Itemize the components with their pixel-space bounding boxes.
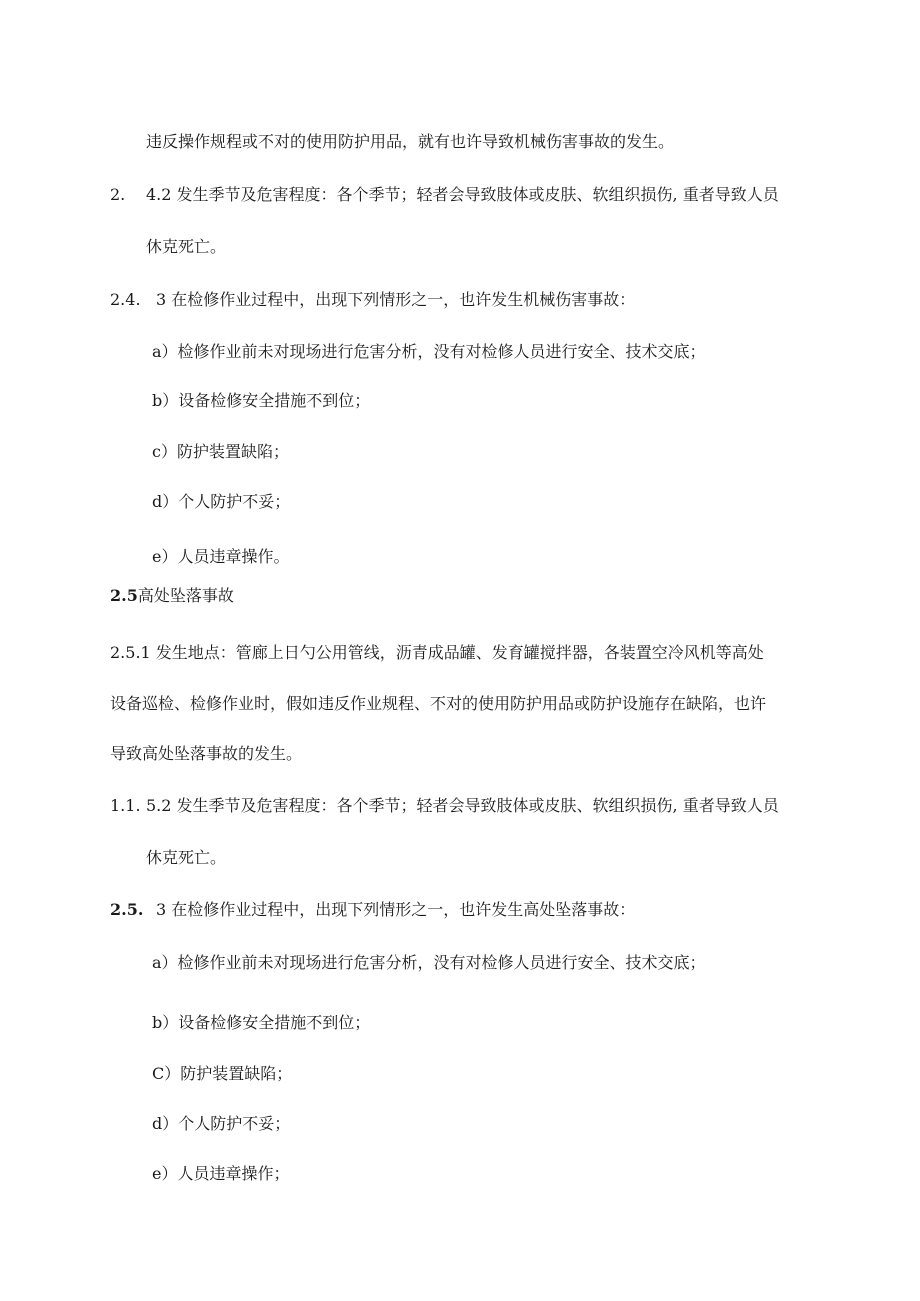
item-number: 1.1.: [110, 796, 141, 815]
line-text: 休克死亡。: [146, 237, 227, 256]
item-number: 2.: [110, 185, 126, 204]
paragraph-line: [146, 130, 674, 154]
item-text: 3 在检修作业过程中，出现下列情形之一，也许发生高处坠落事故：: [156, 900, 636, 919]
line-text: 2.5.1 发生地点：管廊上日勺公用管线，沥青成品罐、发育罐搅拌器，各装置空冷风机等高处: [110, 643, 764, 662]
list-item: [152, 490, 290, 514]
list-item-text: b）设备检修安全措施不到位；: [152, 391, 371, 410]
list-item-text: e）人员违章操作。: [152, 547, 290, 566]
paragraph-line: [110, 641, 764, 665]
list-item: [152, 1112, 290, 1136]
list-item-text: d）个人防护不妥；: [152, 1114, 291, 1133]
paragraph-line: [110, 742, 302, 766]
list-item-text: b）设备检修安全措施不到位；: [152, 1013, 371, 1032]
list-item: [152, 340, 706, 364]
list-item-text: c）防护装置缺陷；: [152, 442, 289, 461]
paragraph-line: [146, 235, 226, 259]
list-item: [152, 951, 706, 975]
list-item-text: e）人员违章操作；: [152, 1164, 290, 1183]
list-item: [152, 389, 370, 413]
numbered-item: [110, 288, 635, 312]
line-text: 休克死亡。: [146, 848, 227, 867]
item-text: 5.2 发生季节及危害程度：各个季节；轻者会导致肢体或皮肤、软组织损伤, 重者导致人员: [146, 796, 779, 815]
list-item: [152, 1011, 370, 1035]
numbered-item: [110, 183, 779, 207]
list-item: [152, 1062, 292, 1086]
section-number: 2.5: [110, 586, 138, 605]
list-item: [152, 440, 289, 464]
list-item: [152, 1162, 289, 1186]
paragraph-line: [110, 692, 766, 716]
item-number: 2.4.: [110, 290, 141, 309]
list-item-text: C）防护装置缺陷；: [152, 1064, 293, 1083]
list-item-text: d）个人防护不妥；: [152, 492, 291, 511]
list-item-text: a）检修作业前未对现场进行危害分析，没有对检修人员进行安全、技术交底；: [152, 342, 706, 361]
item-text: 3 在检修作业过程中，出现下列情形之一，也许发生机械伤害事故：: [156, 290, 636, 309]
paragraph-line: [146, 846, 226, 870]
numbered-item: [110, 898, 635, 922]
line-text: 导致高处坠落事故的发生。: [110, 744, 303, 763]
item-number: 2.5.: [110, 900, 144, 919]
line-text: 违反操作规程或不对的使用防护用品，就有也许导致机械伤害事故的发生。: [146, 132, 675, 151]
list-item: [152, 545, 289, 569]
item-text: 4.2 发生季节及危害程度：各个季节；轻者会导致肢体或皮肤、软组织损伤, 重者导致人员: [146, 185, 779, 204]
list-item-text: a）检修作业前未对现场进行危害分析，没有对检修人员进行安全、技术交底；: [152, 953, 706, 972]
numbered-item: [110, 794, 779, 818]
line-text: 设备巡检、检修作业时，假如违反作业规程、不对的使用防护用品或防护设施存在缺陷，也许: [110, 694, 767, 713]
section-title: 高处坠落事故: [137, 586, 234, 605]
section-heading: [110, 584, 234, 608]
